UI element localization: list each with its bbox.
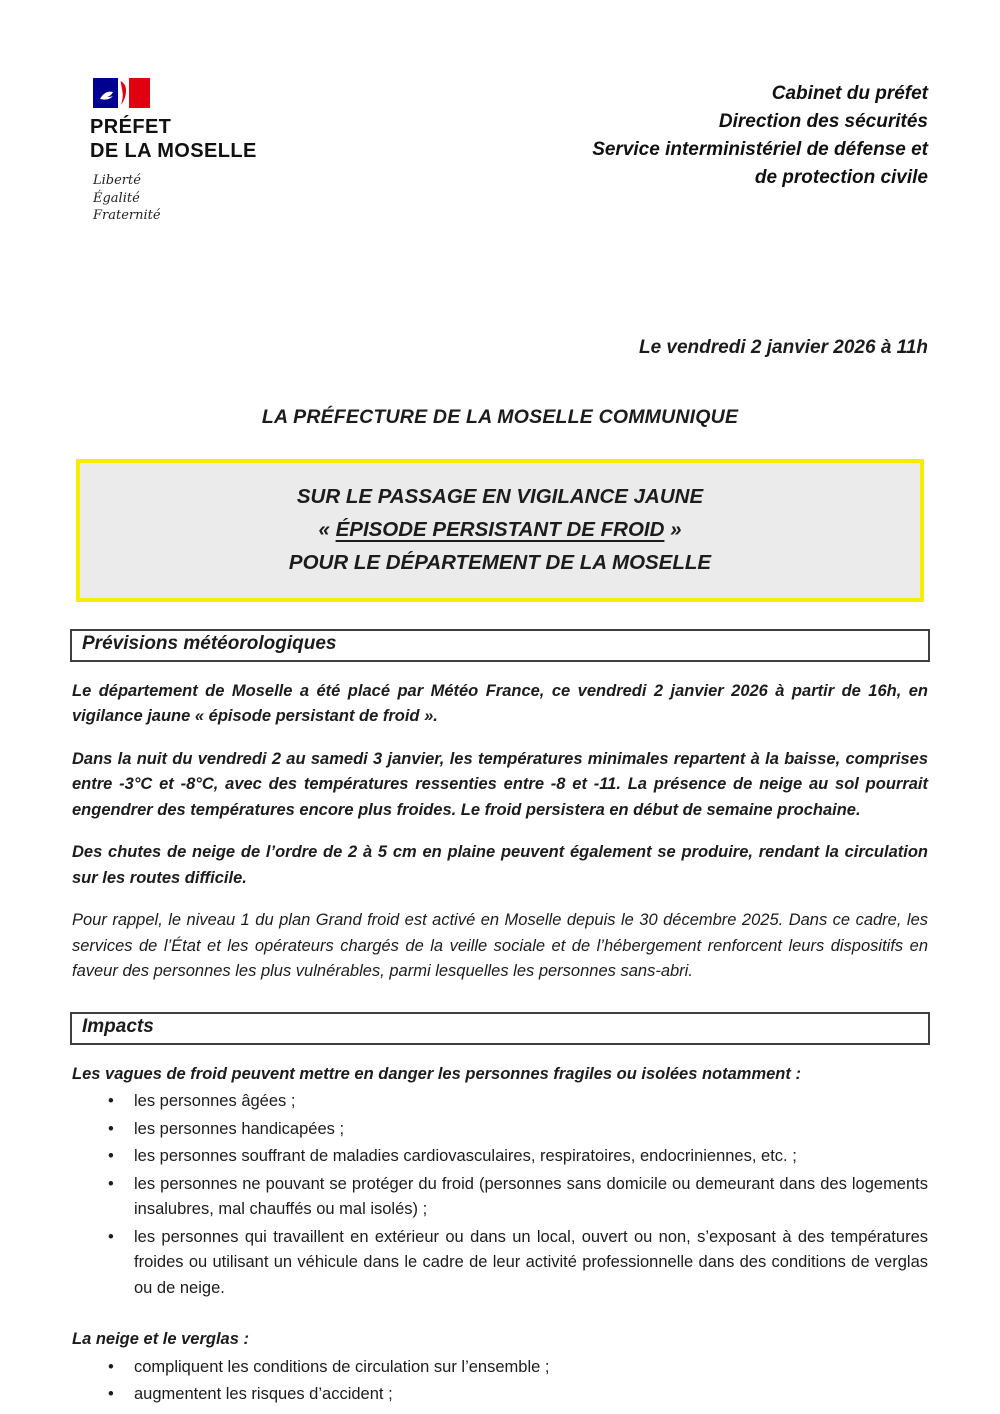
list-item: • les personnes handicapées ; — [72, 1117, 928, 1143]
motto-egalite: Égalité — [93, 190, 140, 206]
previsions-paragraph-4: Pour rappel, le niveau 1 du plan Grand froid est activé en Moselle depuis le 30 décembre 2025. Dans ce cadre, les services de l’État et les opérateurs chargés de la veille sociale et de l’hébergement renforcent leurs dispositifs en faveur des personnes les plus vulnérables, parmi lesquelles les personnes sans-abri. — [72, 911, 928, 980]
alert-line-2-underlined: ÉPISODE PERSISTANT DE FROID — [335, 517, 665, 541]
dept-line-3: Service interministériel de défense et — [592, 139, 928, 160]
section-header-impacts: Impacts — [70, 1012, 930, 1045]
republic-motto — [93, 172, 380, 225]
date-line: Le vendredi 2 janvier 2026 à 11h — [638, 336, 928, 358]
dept-line-2: Direction des sécurités — [718, 111, 928, 132]
list-item: • les personnes qui travaillent en extérieur ou dans un local, ouvert ou non, s’exposant à des températures froides ou utilisant un véhicule dans le cadre de leur activité professionnelle dans des conditions de verglas ou de neige. — [72, 1225, 928, 1302]
agency-name-line1: PRÉFET — [90, 116, 172, 138]
list-item: • compliquent les conditions de circulation sur l’ensemble ; — [72, 1355, 928, 1381]
alert-line-2 — [90, 513, 910, 546]
alert-line-3: POUR LE DÉPARTEMENT DE LA MOSELLE — [288, 550, 712, 574]
issuing-department — [592, 78, 928, 192]
list-item: • les personnes souffrant de maladies cardiovasculaires, respiratoires, endocriniennes, etc. ; — [72, 1144, 928, 1170]
previsions-paragraph-1: Le département de Moselle a été placé par Météo France, ce vendredi 2 janvier 2026 à partir de 16h, en vigilance jaune « épisode persistant de froid ». — [72, 681, 928, 725]
motto-fraternite: Fraternité — [93, 208, 161, 223]
impacts-lead-snow-ice: La neige et le verglas : — [72, 1330, 249, 1348]
guillemet-open: « — [318, 517, 336, 541]
vigilance-alert-box — [76, 459, 924, 602]
prefecture-logo — [90, 78, 380, 225]
agency-name — [90, 115, 380, 163]
dept-line-1: Cabinet du préfet — [771, 83, 928, 104]
list-item: • les personnes âgées ; — [72, 1089, 928, 1115]
dept-line-4: de protection civile — [754, 167, 928, 188]
page-header — [0, 0, 1000, 225]
guillemet-close: » — [664, 517, 682, 541]
communique-title: LA PRÉFECTURE DE LA MOSELLE COMMUNIQUE — [261, 405, 739, 428]
impacts-lead-cold-waves: Les vagues de froid peuvent mettre en danger les personnes fragiles ou isolées notamment : — [72, 1064, 801, 1083]
french-flag-icon — [93, 78, 150, 108]
impacts-vulnerable-list — [72, 1089, 928, 1301]
impacts-snow-ice-list — [72, 1355, 928, 1408]
list-item: • les personnes ne pouvant se protéger du froid (personnes sans domicile ou demeurant dans des logements insalubres, mal chauffés ou mal isolés) ; — [72, 1172, 928, 1223]
previsions-paragraph-2: Dans la nuit du vendredi 2 au samedi 3 janvier, les températures minimales repartent à la baisse, comprises entre -3°C et -8°C, avec des températures ressenties entre -8 et -11. La présence de neige au sol pourrait engendrer des températures encore plus froides. Le froid persistera en début de semaine prochaine. — [72, 749, 928, 819]
motto-liberte: Liberté — [93, 173, 141, 188]
alert-line-1: SUR LE PASSAGE EN VIGILANCE JAUNE — [296, 484, 704, 508]
list-item: • augmentent les risques d’accident ; — [72, 1382, 928, 1408]
agency-name-line2: DE LA MOSELLE — [90, 140, 257, 162]
section-header-previsions: Prévisions météorologiques — [70, 629, 930, 662]
previsions-paragraph-3: Des chutes de neige de l’ordre de 2 à 5 cm en plaine peuvent également se produire, rendant la circulation sur les routes difficile. — [72, 843, 928, 887]
